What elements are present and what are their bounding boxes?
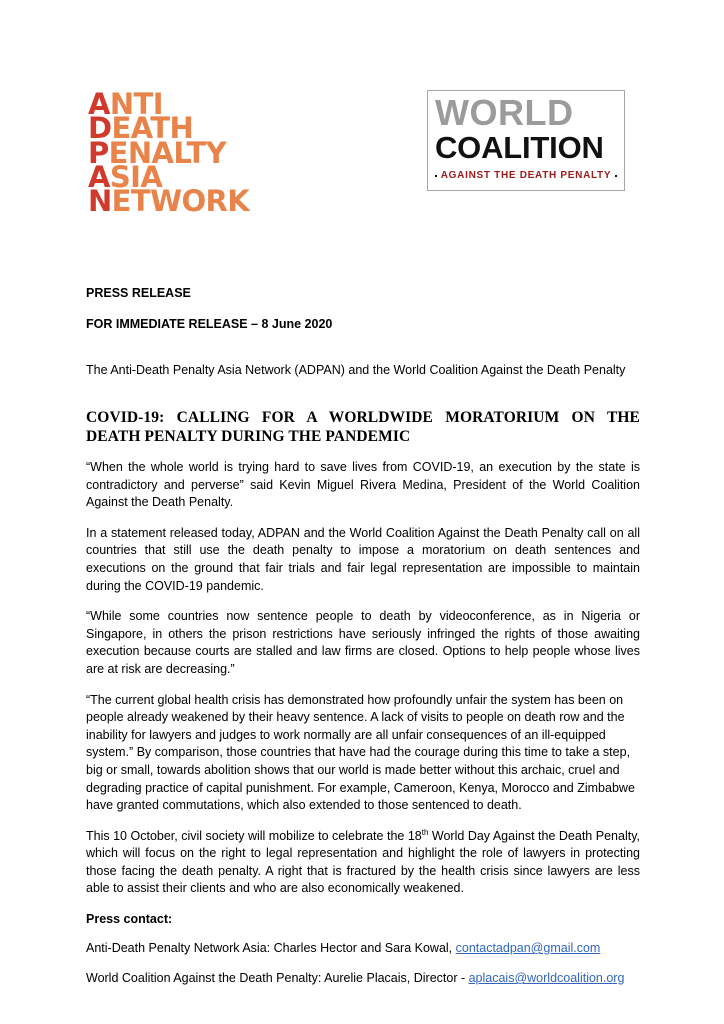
- world-coalition-logo: [427, 90, 625, 191]
- adpan-word: SIA: [109, 160, 163, 195]
- paragraph-videoconference: “While some countries now sentence people to death by videoconference, as in Nigeria or Singapore, in others the prison restrictions have seriously infringed the rights of those awaiting execution because courts are stalled and law firms are closed. Options to help people whose lives are at risk are decreasing.”: [86, 609, 640, 676]
- paragraph-quote-president: “When the whole world is trying hard to save lives from COVID-19, an execution by the state is contradictory and perverse” said Kevin Miguel Rivera Medina, President of the World Coalition Against the Death Penalty.: [86, 460, 640, 510]
- adpan-logo-line: [88, 184, 318, 219]
- adpan-initial: P: [88, 135, 109, 170]
- world-day-text-after: World Day Against the Death Penalty, which will focus on the right to legal representation and highlight the role of lawyers in protecting those facing the death penalty. A right that is fractured by the health crisis since lawyers are less able to assist their clients and who are also economically weakened.: [86, 828, 640, 896]
- world-coalition-coalition-text: COALITION: [435, 130, 604, 165]
- paragraph-health-crisis: “The current global health crisis has demonstrated how profoundly unfair the system has been on people already weakened by their heavy sentence. A lack of visits to people on death row and the inability for lawyers and judges to work normally are all unfair consequences of an ill-equipped system.” By comparison, those countries that have had the courage during this time to take a step, big or small, towards abolition shows that our world is made better without this archaic, cruel and degrading practice of capital punishment. For example, Cameroon, Kenya, Morocco and Zimbabwe have granted commutations, which also extended to those sentenced to death.: [86, 692, 635, 813]
- rule-left: [435, 175, 437, 177]
- immediate-release-label: FOR IMMEDIATE RELEASE – 8 June 2020: [86, 317, 333, 331]
- rule-right: [615, 175, 617, 177]
- adpan-word: ENALTY: [108, 135, 227, 170]
- ordinal-suffix: th: [421, 827, 429, 837]
- logo-header: [0, 0, 724, 270]
- adpan-initial: A: [88, 160, 110, 195]
- contact-adpan: [86, 940, 640, 957]
- press-contact-heading: Press contact:: [86, 912, 173, 927]
- adpan-initial: D: [88, 111, 112, 146]
- adpan-initial: A: [88, 87, 110, 121]
- page-title: COVID-19: CALLING FOR A WORLDWIDE MORATORIUM ON THE DEATH PENALTY DURING THE PANDEMIC: [86, 409, 640, 445]
- document-body: [86, 285, 640, 1000]
- adpan-initial: N: [88, 184, 112, 219]
- adpan-word: NTI: [109, 87, 163, 121]
- contact-world-coalition: [86, 970, 640, 987]
- adpan-logo: [88, 87, 318, 219]
- adpan-word: ETWORK: [111, 184, 250, 219]
- paragraph-statement: In a statement released today, ADPAN and the World Coalition Against the Death Penalty call on all countries that still use the death penalty to impose a moratorium on death sentences and executions on the ground that fair trials and fair legal representation are impossible to maintain during the COVID-19 pandemic.: [86, 525, 640, 593]
- organizations-line: The Anti-Death Penalty Asia Network (ADPAN) and the World Coalition Against the Death Penalty: [86, 363, 626, 377]
- contact-adpan-email-link[interactable]: contactadpan@gmail.com: [455, 941, 601, 956]
- press-release-label: PRESS RELEASE: [86, 286, 191, 300]
- adpan-word: EATH: [111, 111, 194, 146]
- world-coalition-tagline-row: [435, 170, 617, 181]
- world-day-text-before: This 10 October, civil society will mobilize to celebrate the 18: [86, 828, 422, 843]
- contact-adpan-label: Anti-Death Penalty Network Asia: Charles Hector and Sara Kowal,: [86, 941, 456, 956]
- world-coalition-world-text: WORLD: [435, 92, 574, 133]
- contact-world-coalition-label: World Coalition Against the Death Penalty: Aurelie Placais, Director -: [86, 971, 469, 986]
- contact-world-coalition-email-link[interactable]: aplacais@worldcoalition.org: [468, 971, 625, 986]
- world-coalition-tagline: AGAINST THE DEATH PENALTY: [440, 170, 612, 181]
- paragraph-world-day: [86, 828, 640, 898]
